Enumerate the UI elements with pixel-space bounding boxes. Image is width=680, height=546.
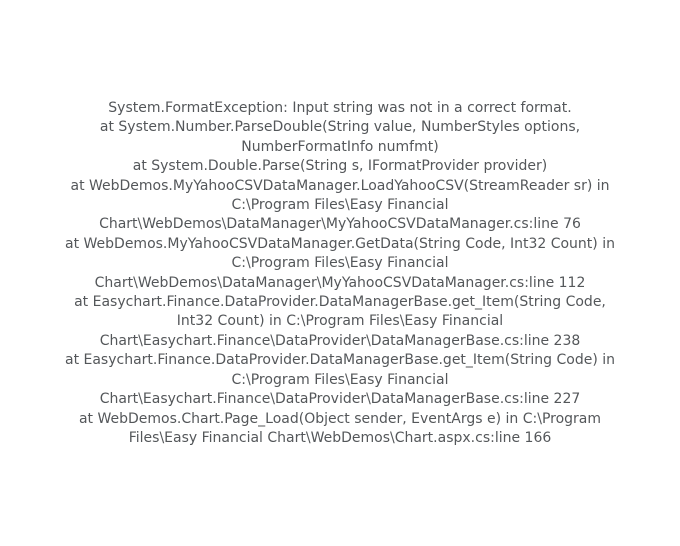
stack-trace-line: C:\Program Files\Easy Financial: [231, 255, 449, 272]
stack-trace-line: at Easychart.Finance.DataProvider.DataManagerBase.get_Item(String Code) in: [64, 352, 615, 369]
stack-trace-line: C:\Program Files\Easy Financial: [231, 371, 449, 388]
stack-trace-line: C:\Program Files\Easy Financial: [231, 197, 449, 214]
stack-trace-line: Files\Easy Financial Chart\WebDemos\Chart.aspx.cs:line 166: [128, 429, 552, 446]
stack-trace-line: at Easychart.Finance.DataProvider.DataManagerBase.get_Item(String Code,: [74, 294, 606, 311]
stack-trace-line: Int32 Count) in C:\Program Files\Easy Financial: [176, 313, 504, 330]
stack-trace-line: at WebDemos.MyYahooCSVDataManager.GetData(String Code, Int32 Count) in: [65, 235, 615, 252]
stack-trace-line: Chart\WebDemos\DataManager\MyYahooCSVDataManager.cs:line 112: [94, 274, 586, 291]
stack-trace-line: at WebDemos.Chart.Page_Load(Object sender, EventArgs e) in C:\Program: [78, 410, 602, 427]
stack-trace-line: at System.Double.Parse(String s, IFormatProvider provider): [132, 158, 548, 175]
stack-trace-line: Chart\WebDemos\DataManager\MyYahooCSVDataManager.cs:line 76: [99, 216, 581, 233]
stack-trace-line: NumberFormatInfo numfmt): [241, 138, 439, 155]
stack-trace-line: Chart\Easychart.Finance\DataProvider\DataManagerBase.cs:line 238: [99, 332, 581, 349]
stack-trace-line: at WebDemos.MyYahooCSVDataManager.LoadYahooCSV(StreamReader sr) in: [70, 177, 610, 194]
stack-trace-line: at System.Number.ParseDouble(String value, NumberStyles options,: [99, 119, 581, 136]
stack-trace-line: Chart\Easychart.Finance\DataProvider\DataManagerBase.cs:line 227: [99, 391, 581, 408]
stack-trace-line: System.FormatException: Input string was not in a correct format.: [108, 100, 572, 116]
exception-stack-trace: [0, 99, 680, 448]
